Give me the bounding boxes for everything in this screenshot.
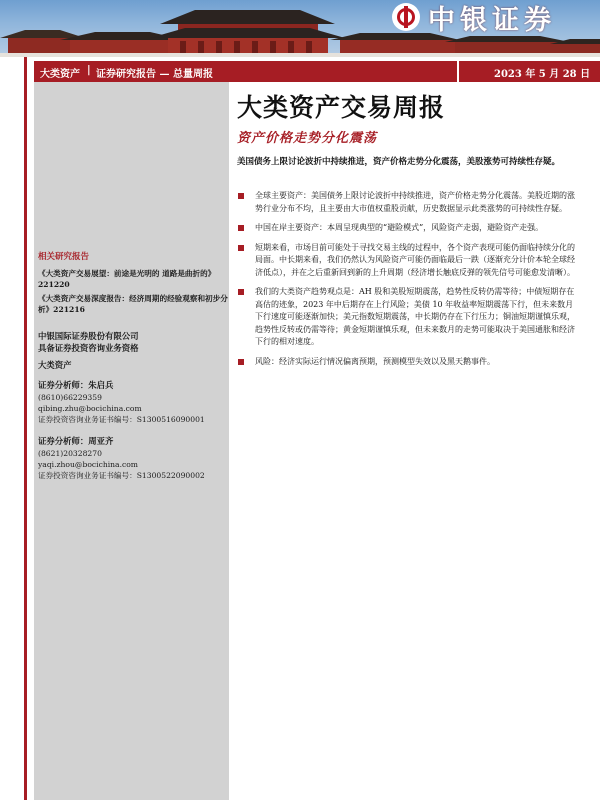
summary-paragraph: 美国债务上限讨论波折中持续推进，资产价格走势分化震荡，美股涨势可持续性存疑。 [237,157,561,167]
report-date: 2023 年 5 月 28 日 [494,69,591,80]
left-accent-line [24,57,27,800]
bullet-square-icon [238,193,244,199]
bullet-square-icon [238,289,244,295]
analyst-1-license: 证券投资咨询业务证书编号：S1300516090001 [38,415,205,424]
bullet-square-icon [238,359,244,365]
sidebar [34,82,229,800]
analyst-2-license: 证券投资咨询业务证书编号：S1300522090002 [38,471,205,480]
header-banner [0,0,600,57]
related-report-2[interactable]: 《大类资产交易深度报告：经济周期的经验观察和初步分析》221216 [38,294,228,314]
bullet-square-icon [238,245,244,251]
institution-name: 中银国际证券股份有限公司 [38,331,139,341]
key-points-list [237,190,577,375]
report-subtitle: 资产价格走势分化震荡 [237,131,378,146]
bar-divider [457,61,459,82]
key-point-text: 中国在岸主要资产：本周呈现典型的“避险模式”，风险资产走弱，避险资产走强。 [255,223,544,232]
related-report-1[interactable]: 《大类资产交易展望：前途是光明的 道路是曲折的》221220 [38,269,216,289]
key-point-text: 我们的大类资产趋势观点是：AH 股和美股短期震荡，趋势性反转仍需等待；中债短期存在高估的迹象，2023 年中后期存在上行风险；美债 10 年收益率短期震荡下行，但未来数月下行速度可能逐渐加快；美元指数短期震荡，中长期仍存在下行压力；铜油短期谨慎乐观，趋势性反转或仍需等待；黄金短期谨慎乐观，但未来数月的走势可能取决于美国通胀和经济下行的相对速度。 [255,287,575,346]
key-point [237,190,577,215]
brand-name: 中银证券 [428,4,556,36]
report-type: 证券研究报告 — 总量周报 [96,69,213,80]
analyst-2-phone: (8621)20328270 [38,449,102,458]
analyst-1-phone: (8610)66229359 [38,393,102,402]
sector-label: 大类资产 [38,360,72,370]
brand-logo [392,2,556,36]
analyst-1-name: 证券分析师：朱启兵 [38,380,114,390]
report-meta-bar [34,61,600,82]
key-point-text: 风险：经济实际运行情况偏离预期，预测模型失效以及黑天鹅事件。 [255,356,495,366]
institution-qualification: 具备证券投资咨询业务资格 [38,343,139,353]
analyst-1-email[interactable]: qibing.zhu@bocichina.com [38,404,142,413]
key-point-text: 全球主要资产：美国债务上限讨论波折中持续推进，资产价格走势分化震荡。美股近期的涨势行业分布不均，且主要由大市值权重股贡献，历史数据显示此类涨势的可持续性存疑。 [255,191,575,213]
key-point [237,356,577,369]
analyst-2-name: 证券分析师：周亚齐 [38,436,114,446]
related-reports-heading: 相关研究报告 [38,252,90,262]
separator: | [87,65,91,76]
key-point-text: 短期来看，市场目前可能处于寻找交易主线的过程中，各个资产表现可能仍面临持续分化的局面。中长期来看，我们仍然认为风险资产可能仍面临最后一跌（逐渐充分计价本轮全球经济低点），并在之后重新回到新的上升周期（经济增长触底反弹的领先信号可能愈发清晰）。 [255,242,575,277]
category-label: 大类资产 [40,69,80,80]
analyst-2-email[interactable]: yaqi.zhou@bocichina.com [38,460,139,469]
boc-logo-icon [392,3,420,31]
bullet-square-icon [238,225,244,231]
key-point [237,242,577,280]
key-point [237,286,577,349]
report-title: 大类资产交易周报 [237,93,446,122]
key-point [237,222,577,235]
